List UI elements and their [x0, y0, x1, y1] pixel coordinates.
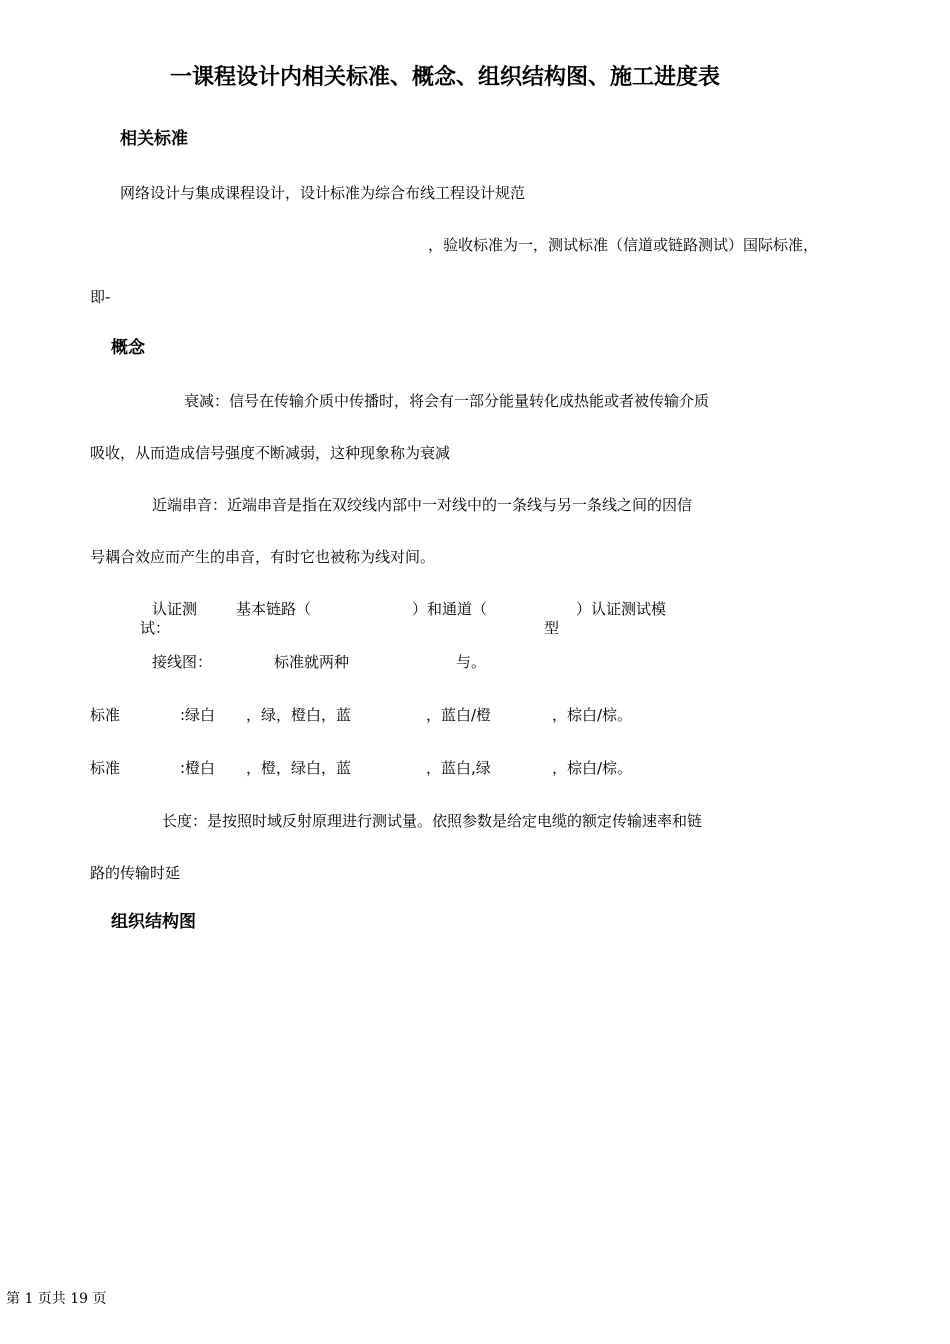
std2-pair-4: ，棕白/棕。 — [552, 759, 633, 777]
std1-label: 标准 — [90, 706, 121, 724]
cert-channel: ）和通道（ — [412, 600, 488, 618]
standards-paragraph-line-3: 即- — [90, 288, 111, 306]
std2-pair-3: ，蓝白,绿 — [426, 759, 491, 777]
cert-model-part-2: 型 — [544, 619, 560, 637]
cert-model-part-1: ）认证测试模 — [576, 600, 667, 618]
standards-paragraph-line-1: 网络设计与集成课程设计，设计标准为综合布线工程设计规范 — [120, 184, 526, 202]
next-line-2: 号耦合效应而产生的串音，有时它也被称为线对间。 — [90, 548, 436, 566]
std2-pair-2: ，橙，绿白，蓝 — [246, 759, 352, 777]
wiring-standards: 标准就两种 — [274, 653, 350, 671]
cert-label-part-1: 认证测 — [152, 600, 198, 618]
attenuation-line-2: 吸收，从而造成信号强度不断减弱，这种现象称为衰减 — [90, 444, 451, 462]
standards-paragraph-line-2: ，验收标准为一，测试标准（信道或链路测试）国际标准， — [428, 236, 819, 254]
section-heading-org-chart: 组织结构图 — [111, 912, 196, 932]
section-heading-standards: 相关标准 — [120, 129, 188, 149]
attenuation-line-1: 衰减：信号在传输介质中传播时，将会有一部分能量转化成热能或者被传输介质 — [184, 392, 710, 410]
page-title: 一课程设计内相关标准、概念、组织结构图、施工进度表 — [170, 65, 721, 90]
page-footer: 第 1 页共 19 页 — [6, 1291, 107, 1307]
section-heading-concepts: 概念 — [111, 338, 145, 358]
std2-label: 标准 — [90, 759, 121, 777]
cert-label-part-2: 试： — [140, 619, 171, 637]
std2-pair-1: :橙白 — [180, 759, 216, 777]
wiring-and: 与。 — [456, 653, 487, 671]
std1-pair-1: :绿白 — [180, 706, 216, 724]
std1-pair-2: ，绿，橙白，蓝 — [246, 706, 352, 724]
std1-pair-4: ，棕白/棕。 — [552, 706, 633, 724]
length-line-1: 长度：是按照时域反射原理进行测试量。依照参数是给定电缆的额定传输速率和链 — [162, 812, 703, 830]
length-line-2: 路的传输时延 — [90, 864, 181, 882]
cert-basic-link: 基本链路（ — [236, 600, 312, 618]
wiring-label: 接线图： — [152, 653, 213, 671]
next-line-1: 近端串音：近端串音是指在双绞线内部中一对线中的一条线与另一条线之间的因信 — [152, 496, 693, 514]
std1-pair-3: ，蓝白/橙 — [426, 706, 492, 724]
